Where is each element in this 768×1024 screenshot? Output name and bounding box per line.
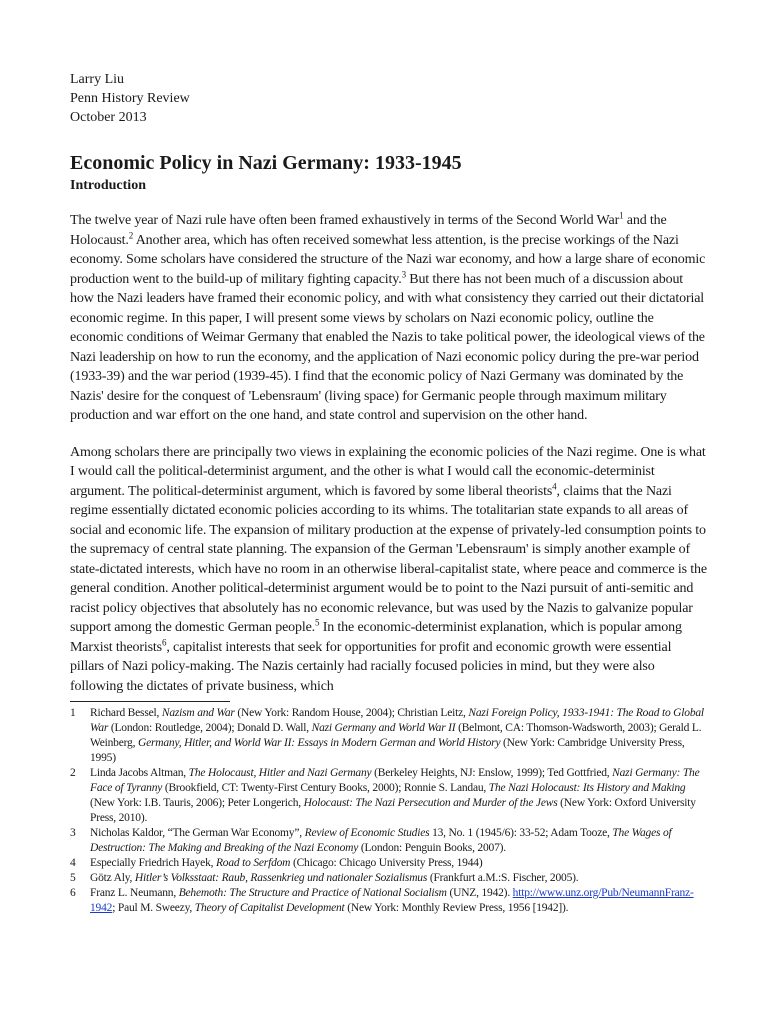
footnote-item <box>70 826 708 856</box>
footnote-text <box>90 886 708 916</box>
body-paragraph <box>70 443 708 697</box>
footnote-divider <box>70 701 230 702</box>
text-run: Linda Jacobs Altman, <box>90 767 189 779</box>
document-body <box>70 211 708 696</box>
footnote-number: 4 <box>70 857 76 869</box>
text-run: (Frankfurt a.M.:S. Fischer, 2005). <box>427 872 579 884</box>
text-run: Among scholars there are principally two views in explaining the economic policies of the Nazi regime. One is what I would call the political-determinist argument, and the other is what I would call the economic-determinist argument. The political-determinist argument, which is favored by some liberal theorists <box>70 444 706 499</box>
author-name: Larry Liu <box>70 72 125 87</box>
citation-title: Nazi Germany and World War II <box>311 722 456 734</box>
citation-title: The Wages of Destruction: The Making and Breaking of the Nazi Economy <box>90 827 672 854</box>
footnote-marker: 2 <box>128 229 134 240</box>
text-run: (Chicago: Chicago University Press, 1944) <box>290 857 483 869</box>
footnote-item <box>70 871 708 886</box>
citation-title: The Holocaust, Hitler and Nazi Germany <box>188 767 372 779</box>
citation-link[interactable]: http://www.unz.org/Pub/NeumannFranz-1942 <box>90 887 694 914</box>
document-title: Economic Policy in Nazi Germany: 1933-1945 <box>70 152 462 174</box>
body-paragraph <box>70 211 708 426</box>
citation-title: The Nazi Holocaust: Its History and Making <box>488 782 686 794</box>
footnotes <box>70 706 708 916</box>
footnote-number: 5 <box>70 872 76 884</box>
footnote-text <box>90 766 708 826</box>
section-heading: Introduction <box>70 178 146 193</box>
text-run: (New York: Oxford University Press, 2010). <box>90 797 696 824</box>
footnote-marker: 1 <box>619 210 624 221</box>
text-run: (Belmont, CA: Thomson-Wadsworth, 2003); Gerald L. Weinberg, <box>90 722 702 749</box>
text-run: The twelve year of Nazi rule have often been framed exhaustively in terms of the Second World War <box>70 213 620 228</box>
text-run: (New York: I.B. Tauris, 2006); Peter Longerich, <box>90 797 304 809</box>
footnote-item <box>70 766 708 826</box>
text-run: ; Paul M. Sweezy, <box>112 902 195 914</box>
footnote-text <box>90 706 708 766</box>
text-run: (New York: Random House, 2004); Christian Leitz, <box>234 707 469 719</box>
footnote-text <box>90 826 708 856</box>
text-run: Another area, which has often received somewhat less attention, is the precise workings of the Nazi economy. Some scholars have considered the structure of the Nazi war economy, and how a large share of economic production went to the build-up of military fighting capacity. <box>70 232 706 287</box>
text-run: (Berkeley Heights, NJ: Enslow, 1999); Ted Gottfried, <box>371 767 613 779</box>
citation-title: Theory of Capitalist Development <box>194 902 345 914</box>
text-run: and the Holocaust. <box>70 213 667 248</box>
text-run: 13, No. 1 (1945/6): 33-52; Adam Tooze, <box>429 827 613 839</box>
footnote-item <box>70 856 708 871</box>
citation-title: Nazism and War <box>161 707 235 719</box>
citation-title: Holocaust: The Nazi Persecution and Murder of the Jews <box>303 797 558 809</box>
footnote-number: 2 <box>70 767 76 779</box>
footnote-item <box>70 706 708 766</box>
citation-title: Behemoth: The Structure and Practice of National Socialism <box>178 887 447 899</box>
citation-title: Nazi Foreign Policy, 1933-1941: The Road to Global War <box>90 707 704 734</box>
text-run: (London: Penguin Books, 2007). <box>358 842 506 854</box>
publication-date: October 2013 <box>70 110 147 125</box>
citation-title: Germany, Hitler, and World War II: Essays in Modern German and World History <box>137 737 501 749</box>
text-run: (UNZ, 1942). <box>446 887 513 899</box>
footnote-marker: 5 <box>315 617 320 628</box>
text-run: , claims that the Nazi regime essentially dictated economic policies according to its whims. The totalitarian state expands to all areas of social and economic life. The expansion of military production at the expense of privately-led consumption points to the supremacy of central state planning. The expansion of the German 'Lebensraum' is simply another example of state-dictated interests, which have no room in an otherwise liberal-capitalist state, where peace and commerce is the general condition. Another political-determinist argument would be to point to the Nazi pursuit of anti-semitic and racist policy objectives that absolutely has no economic relevance, but was used by the Nazis to galvanize popular support among the domestic German people. <box>70 483 707 635</box>
footnote-text <box>90 871 708 886</box>
document-header <box>70 70 708 127</box>
footnote-number: 6 <box>70 887 76 899</box>
text-run: Especially Friedrich Hayek, <box>90 857 216 869</box>
citation-title: Nazi Germany: The Face of Tyranny <box>90 767 700 794</box>
text-run: But there has not been much of a discussion about how the Nazi leaders have framed their economic policy, and with what consistency they carried out their dictatorial economic regime. In this paper, I will present some views by scholars on Nazi economic policy, outline the economic conditions of Weimar Germany that enabled the Nazis to take political power, the ideological views of the Nazi leadership on how to run the economy, and the application of Nazi economic policy during the pre-war period (1933-39) and the war period (1939-45). I find that the economic policy of Nazi Germany was dominated by the Nazis' desire for the conquest of 'Lebensraum' (living space) for Germanic people through maximum military production and war effort on the one hand, and state control and supervision on the other hand. <box>70 271 705 423</box>
text-run: (London: Routledge, 2004); Donald D. Wall, <box>108 722 312 734</box>
footnote-marker: 3 <box>401 268 406 279</box>
footnote-number: 1 <box>70 707 76 719</box>
footnote-number: 3 <box>70 827 76 839</box>
citation-title: Road to Serfdom <box>215 857 291 869</box>
text-run: (New York: Cambridge University Press, 1995) <box>90 737 685 764</box>
text-run: Götz Aly, <box>90 872 135 884</box>
footnote-marker: 6 <box>161 636 167 647</box>
text-run: , capitalist interests that seek for opportunities for profit and economic growth were essential pillars of Nazi policy-making. The Nazis certainly had racially focused policies in mind, but they were also following the dictates of private business, which <box>70 639 672 694</box>
text-run: In the economic-determinist explanation, which is popular among Marxist theorists <box>70 620 682 655</box>
text-run: (Brookfield, CT: Twenty-First Century Books, 2000); Ronnie S. Landau, <box>162 782 489 794</box>
footnote-marker: 4 <box>552 480 557 491</box>
publication-name: Penn History Review <box>70 91 190 106</box>
footnote-item <box>70 886 708 916</box>
text-run: Nicholas Kaldor, “The German War Economy”, <box>90 827 305 839</box>
text-run: Richard Bessel, <box>90 707 162 719</box>
citation-title: Hitler’s Volksstaat: Raub, Rassenkrieg und nationaler Sozialismus <box>134 872 428 884</box>
text-run: (New York: Monthly Review Press, 1956 [1942]). <box>344 902 569 914</box>
text-run: Franz L. Neumann, <box>90 887 179 899</box>
footnote-text <box>90 856 708 871</box>
citation-title: Review of Economic Studies <box>304 827 430 839</box>
